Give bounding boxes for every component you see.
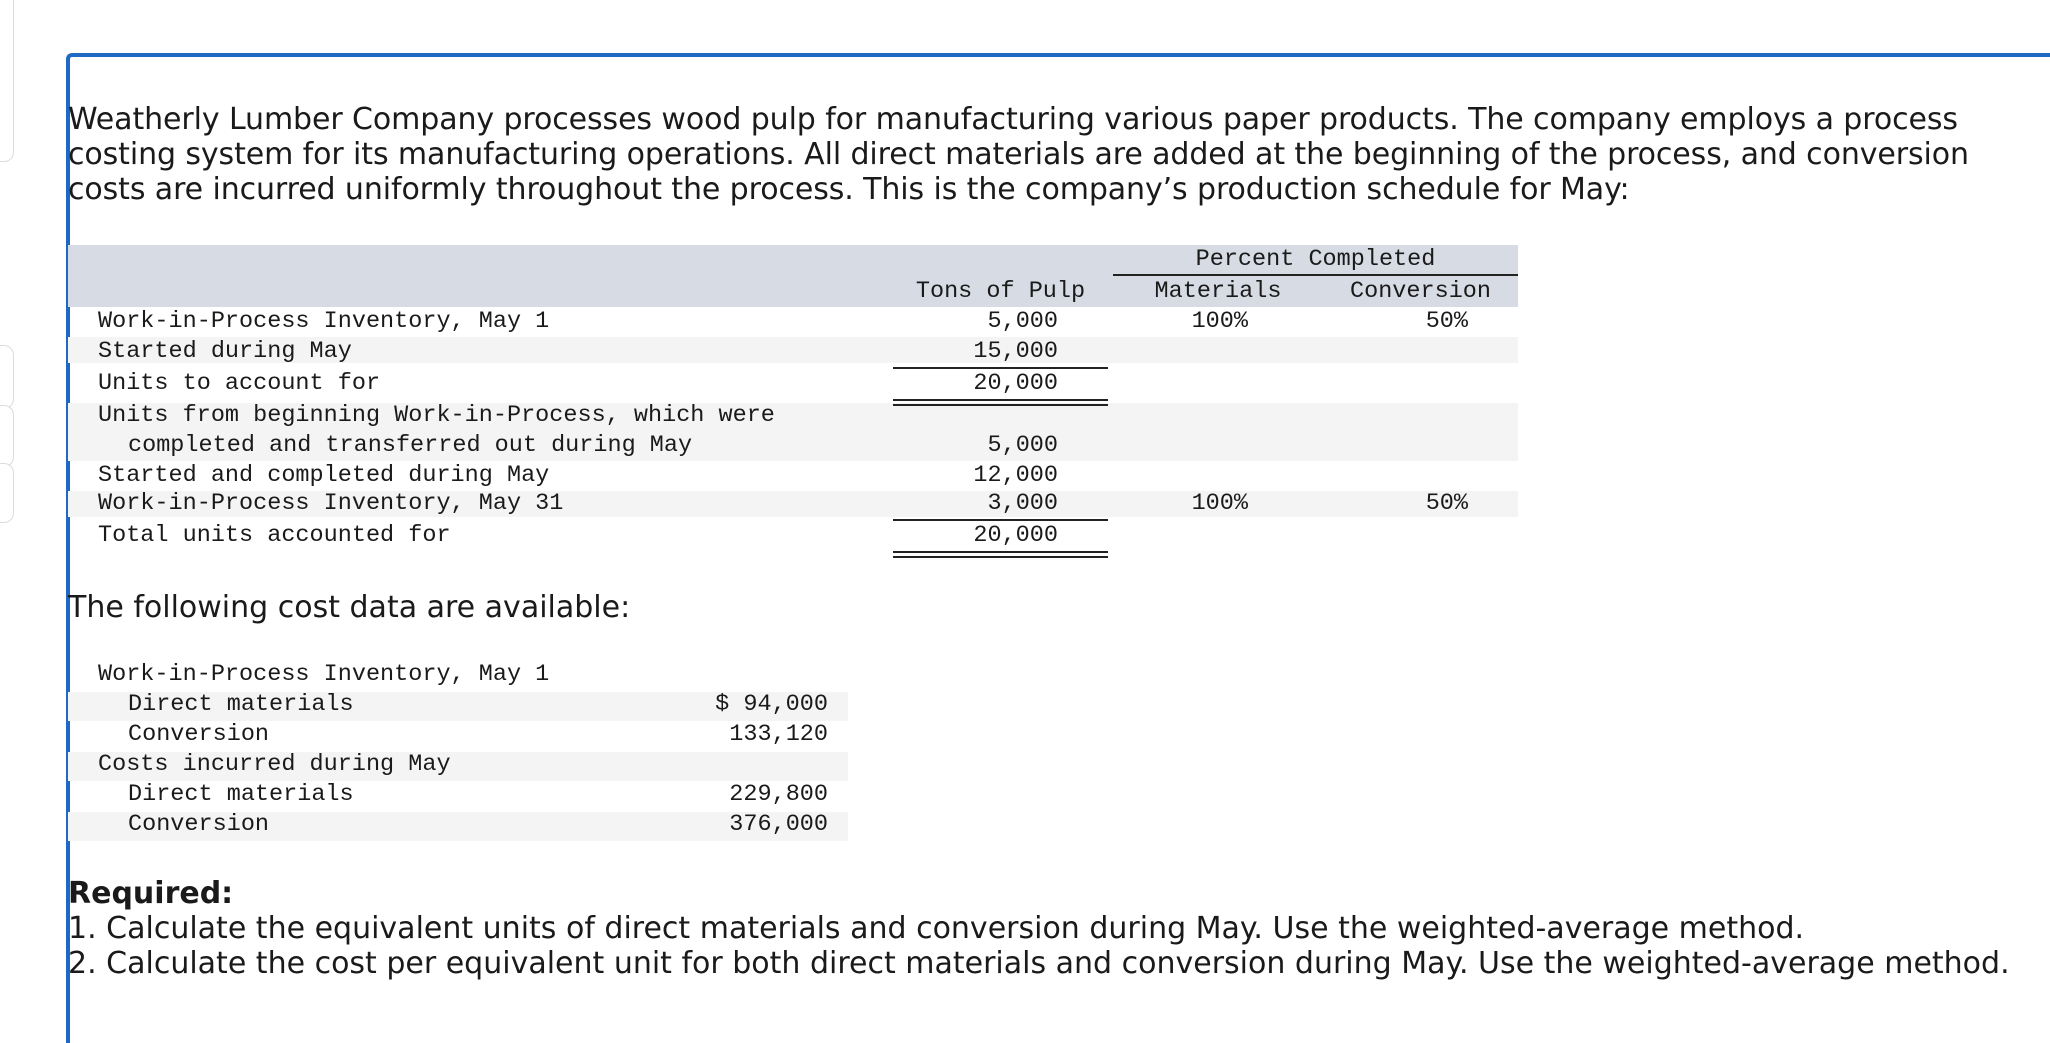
intro-paragraph: Weatherly Lumber Company processes wood pulp for manufacturing various paper products. The company employs a process costing system for its manufacturing operations. All direct materials are added at the beginning of the process, and conversion costs are incurred uniformly throughout the process. This is the company’s production schedule for May: — [68, 102, 1969, 207]
table-row-label: Started during May — [98, 338, 352, 365]
cost-row-label: Direct materials — [128, 691, 354, 718]
table-row-label: Started and completed during May — [98, 462, 550, 489]
total-double-rule — [893, 399, 1108, 406]
table-cell-tons: 20,000 — [973, 522, 1058, 549]
table-cell-tons: 20,000 — [973, 370, 1058, 397]
table-cell-conversion: 50% — [1425, 490, 1468, 517]
table-cell-materials: 100% — [1191, 490, 1248, 517]
side-card-3 — [0, 463, 14, 523]
required-item: 1. Calculate the equivalent units of direct materials and conversion during May. Use the weighted-average method. — [68, 911, 1805, 946]
table-row-label: Units to account for — [98, 370, 381, 397]
table-row-label: Units from beginning Work-in-Process, which were — [98, 402, 775, 429]
cost-row-label: Conversion — [128, 811, 270, 838]
side-card-1 — [0, 345, 14, 409]
cost-row-amount: 376,000 — [729, 811, 828, 838]
table-row-label: completed and transferred out during May — [128, 432, 693, 459]
header-percent-completed: Percent Completed — [1195, 246, 1436, 273]
table-cell-tons: 3,000 — [987, 490, 1058, 517]
required-heading: Required: — [68, 876, 234, 911]
table-cell-tons: 12,000 — [973, 462, 1058, 489]
cost-row-label: Conversion — [128, 721, 270, 748]
cost-row-amount: 229,800 — [729, 781, 828, 808]
table-cell-conversion: 50% — [1425, 308, 1468, 335]
header-group-rule — [1113, 274, 1518, 276]
cost-data-intro: The following cost data are available: — [68, 590, 631, 625]
header-tons-of-pulp: Tons of Pulp — [915, 278, 1086, 305]
table-cell-tons: 15,000 — [973, 338, 1058, 365]
total-double-rule — [893, 551, 1108, 558]
cost-row-amount: $ 94,000 — [715, 691, 828, 718]
table-row-label: Work-in-Process Inventory, May 31 — [98, 490, 564, 517]
cost-row-label: Costs incurred during May — [98, 751, 451, 778]
side-card-top — [0, 0, 14, 162]
table-cell-tons: 5,000 — [987, 308, 1058, 335]
cost-row-label: Direct materials — [128, 781, 354, 808]
header-materials: Materials — [1154, 278, 1282, 305]
table-cell-materials: 100% — [1191, 308, 1248, 335]
side-card-2 — [0, 405, 14, 467]
cost-row-amount: 133,120 — [729, 721, 828, 748]
header-conversion: Conversion — [1349, 278, 1492, 305]
table-row-label: Total units accounted for — [98, 522, 451, 549]
required-item: 2. Calculate the cost per equivalent unit for both direct materials and conversion during May. Use the weighted-average method. — [68, 946, 2010, 981]
cost-row-label: Work-in-Process Inventory, May 1 — [98, 661, 550, 688]
table-row-label: Work-in-Process Inventory, May 1 — [98, 308, 550, 335]
table-cell-tons: 5,000 — [987, 432, 1058, 459]
